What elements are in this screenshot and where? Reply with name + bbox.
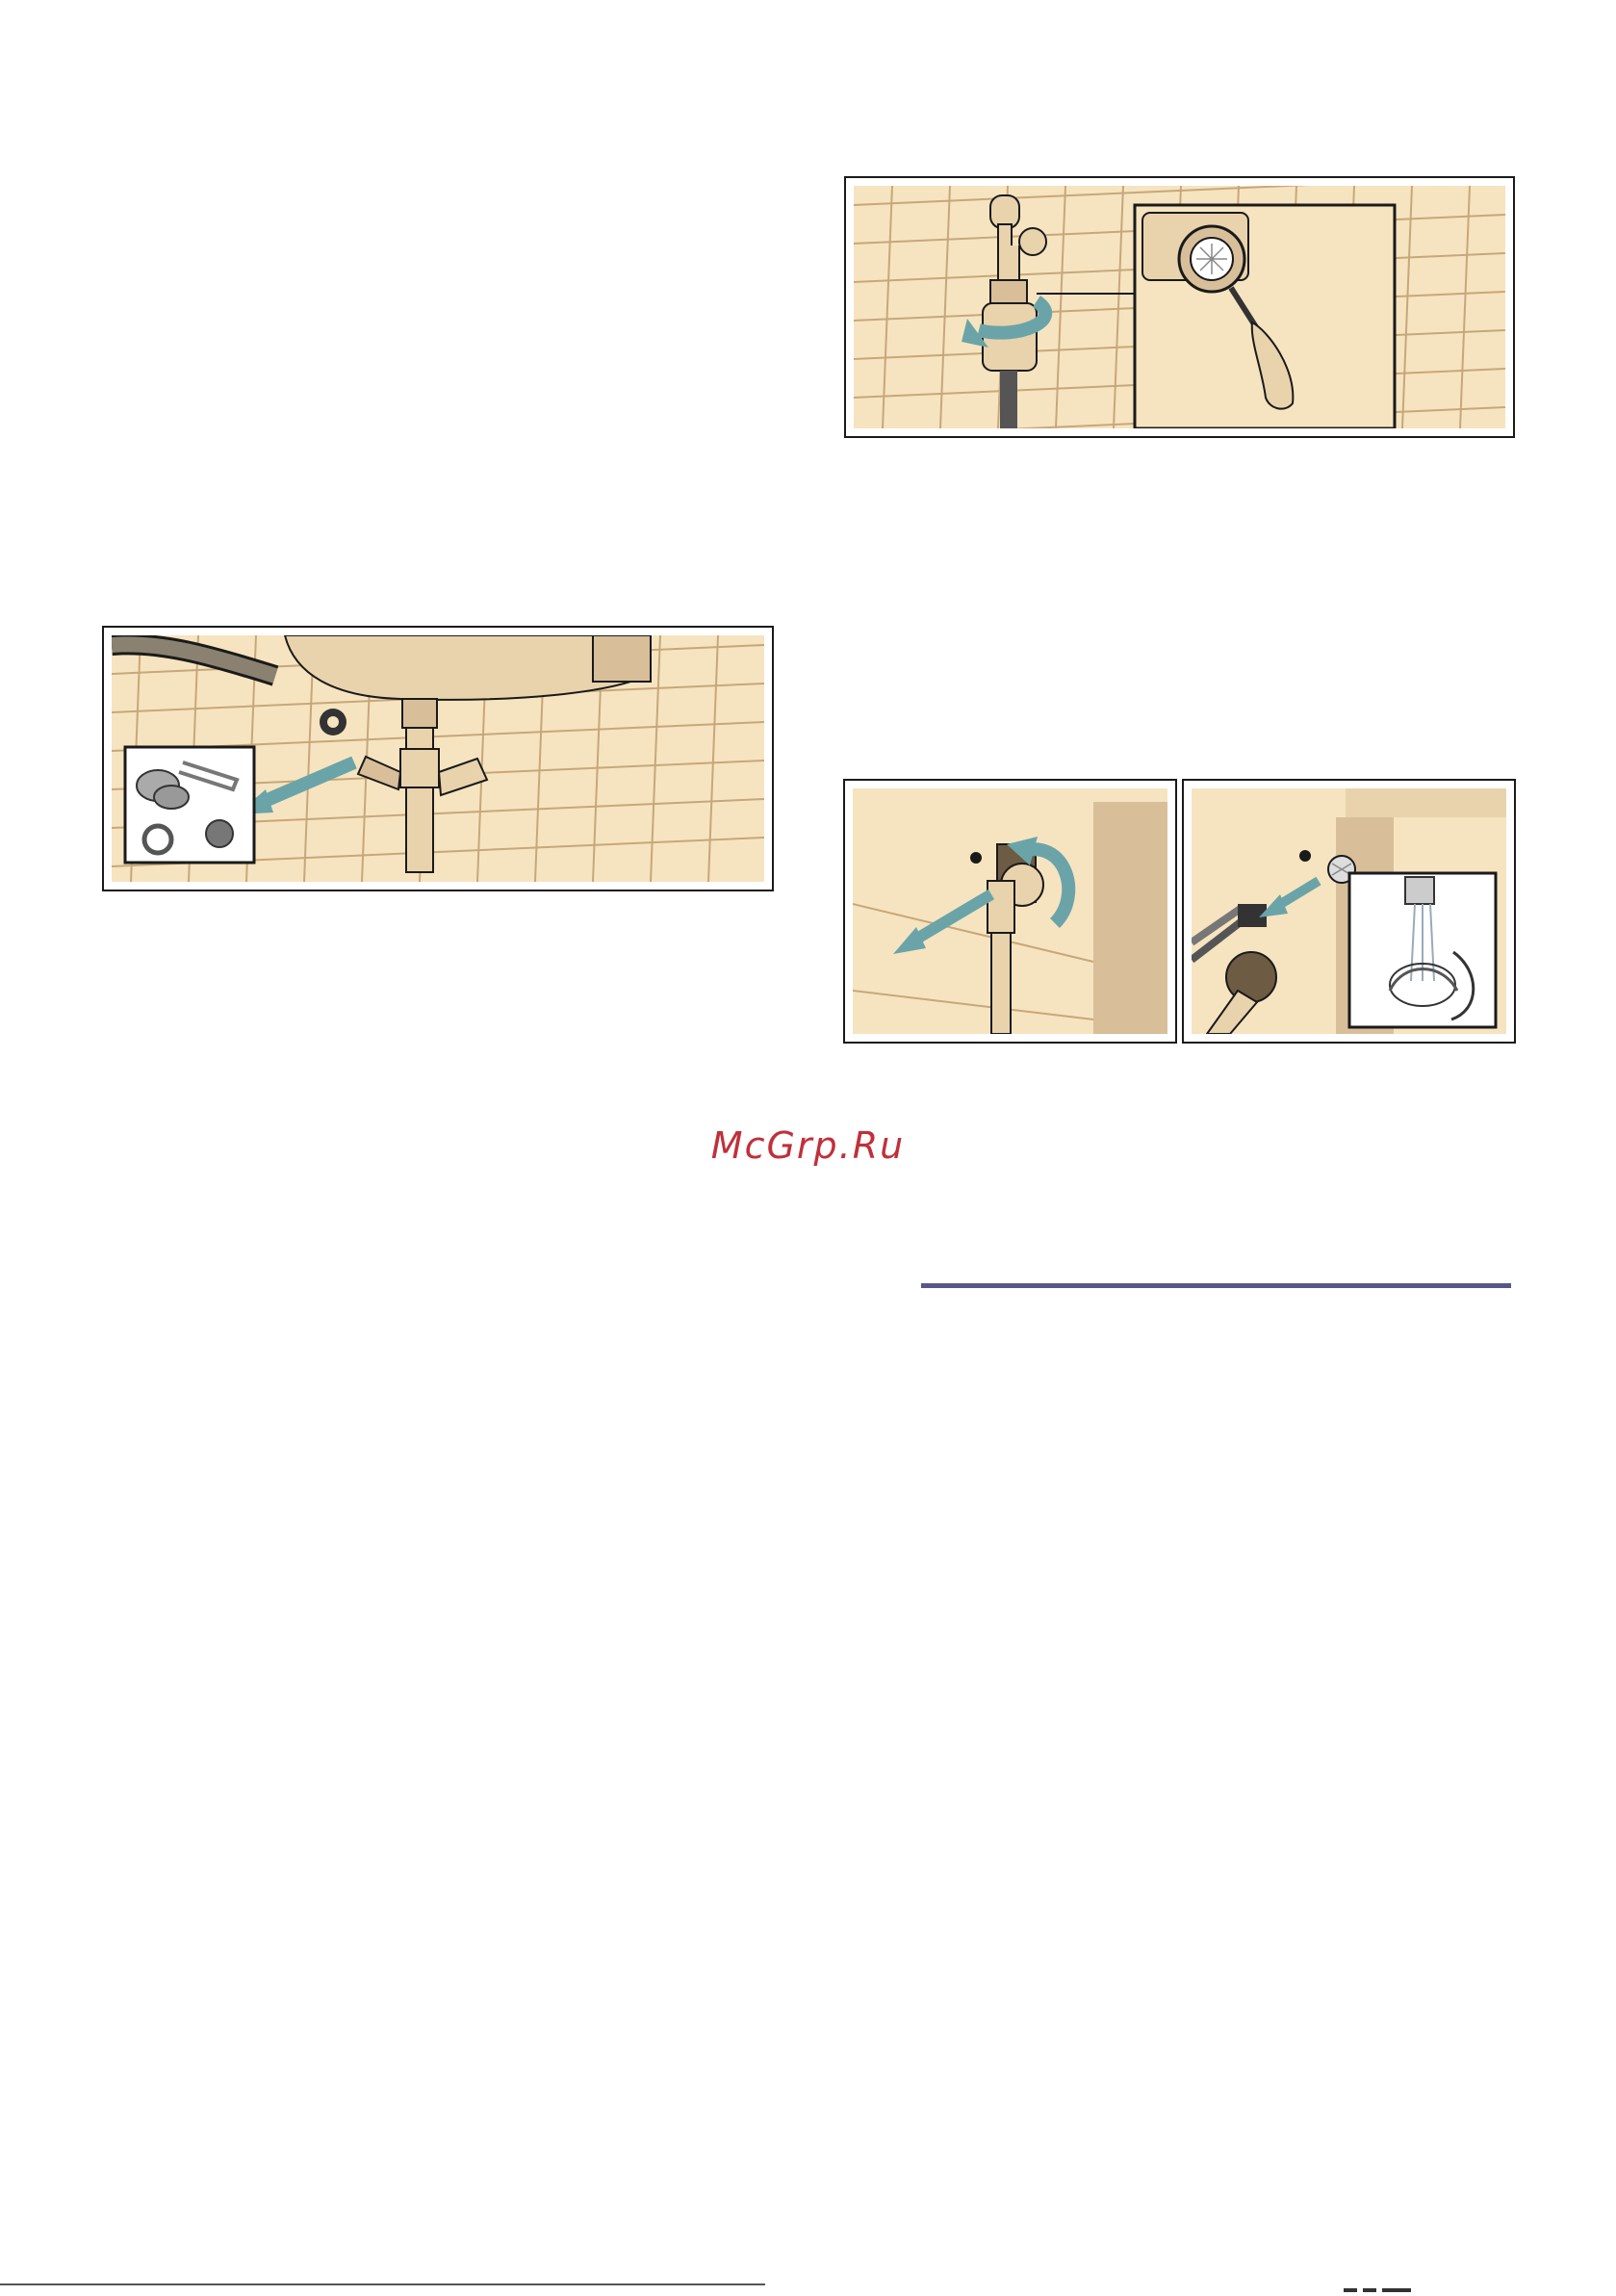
filter-clean-illustration (1192, 788, 1506, 1034)
figure-drain-cap (102, 626, 774, 891)
detail-inset (1135, 205, 1395, 428)
watermark: McGrp.Ru (710, 1124, 906, 1167)
small-parts-icon (125, 747, 254, 863)
figure-hose-unscrew (843, 779, 1177, 1044)
water-tap-rinse-icon (1349, 873, 1496, 1027)
clamp-icon (320, 709, 346, 735)
hose-unscrew-illustration (853, 788, 1167, 1034)
footer-rule (0, 2283, 765, 2285)
section-divider (921, 1283, 1511, 1288)
drain-illustration (112, 635, 764, 882)
filter-sieve-icon (1179, 226, 1244, 292)
tap-filter-illustration (854, 186, 1505, 428)
footer-marks (1344, 2278, 1417, 2296)
figure-tap-filter (844, 176, 1515, 438)
figure-filter-clean (1182, 779, 1516, 1044)
